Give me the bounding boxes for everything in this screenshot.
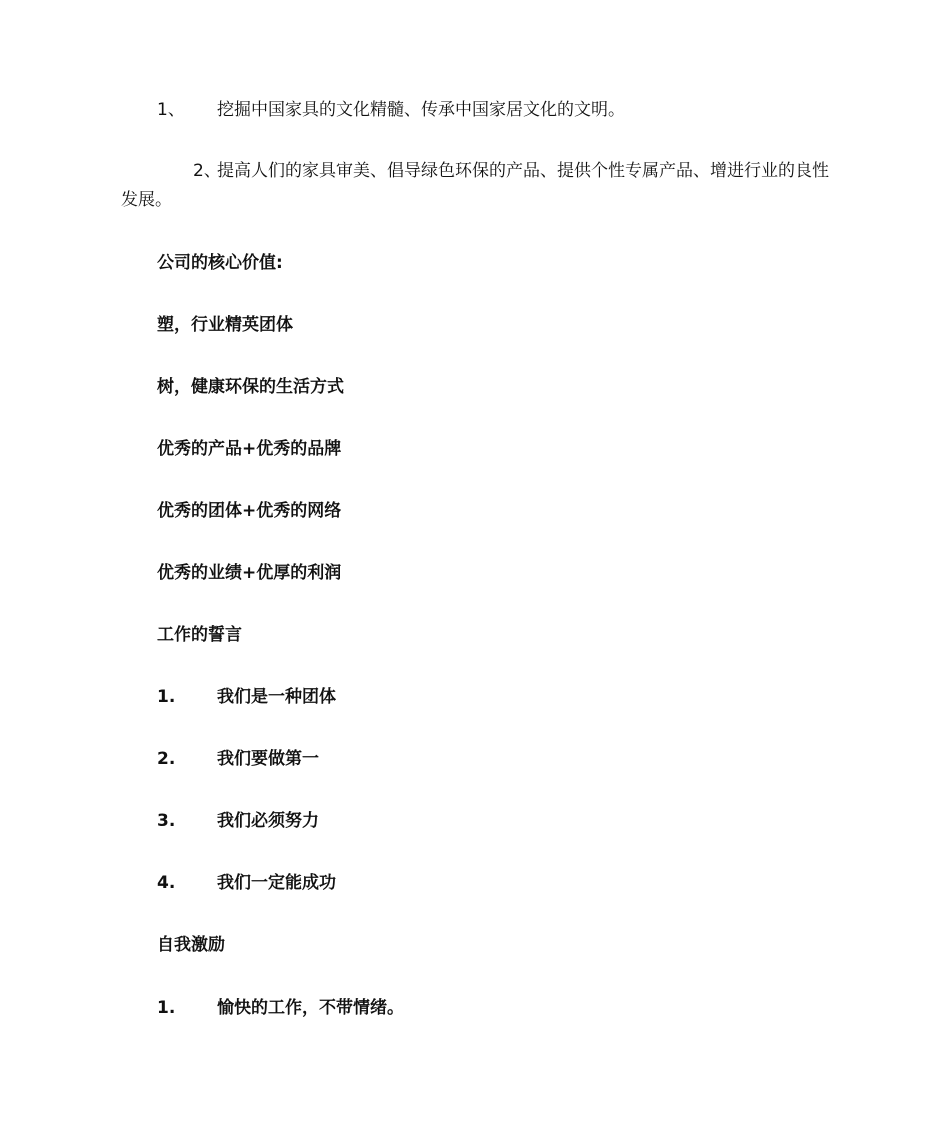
list-number: 3. bbox=[157, 811, 176, 831]
self-motivation-item bbox=[157, 994, 404, 1022]
list-number: 2. bbox=[157, 749, 176, 769]
core-value-item: 塑，行业精英团体 bbox=[157, 315, 293, 335]
list-number: 1. bbox=[157, 998, 176, 1018]
list-text: 我们必须努力 bbox=[217, 811, 319, 831]
core-value-item: 优秀的产品+优秀的品牌 bbox=[157, 439, 342, 459]
core-value-item: 树，健康环保的生活方式 bbox=[157, 377, 344, 397]
core-value-item: 优秀的业绩+优厚的利润 bbox=[157, 563, 342, 583]
intro-list-item bbox=[121, 157, 833, 215]
self-motivation-heading: 自我激励 bbox=[157, 935, 225, 955]
core-value-item: 优秀的团体+优秀的网络 bbox=[157, 501, 342, 521]
list-number: 4. bbox=[157, 873, 176, 893]
list-number: 1. bbox=[157, 687, 176, 707]
list-text: 提高人们的家具审美、倡导绿色环保的产品、提供个性专属产品、增进行业的良性发展。 bbox=[121, 161, 829, 210]
oath-item bbox=[157, 807, 319, 835]
list-text: 我们是一种团体 bbox=[217, 687, 336, 707]
oath-item bbox=[157, 683, 336, 711]
list-number: 1、 bbox=[157, 100, 185, 120]
list-text: 挖掘中国家具的文化精髓、传承中国家居文化的文明。 bbox=[217, 100, 625, 120]
list-text: 我们一定能成功 bbox=[217, 873, 336, 893]
list-text: 愉快的工作，不带情绪。 bbox=[217, 998, 404, 1018]
list-text: 我们要做第一 bbox=[217, 749, 319, 769]
list-number: 2、 bbox=[193, 161, 221, 181]
intro-list-item bbox=[157, 96, 625, 124]
oath-item bbox=[157, 869, 336, 897]
core-values-heading: 公司的核心价值: bbox=[157, 253, 283, 273]
oath-item bbox=[157, 745, 319, 773]
oath-heading: 工作的誓言 bbox=[157, 625, 242, 645]
